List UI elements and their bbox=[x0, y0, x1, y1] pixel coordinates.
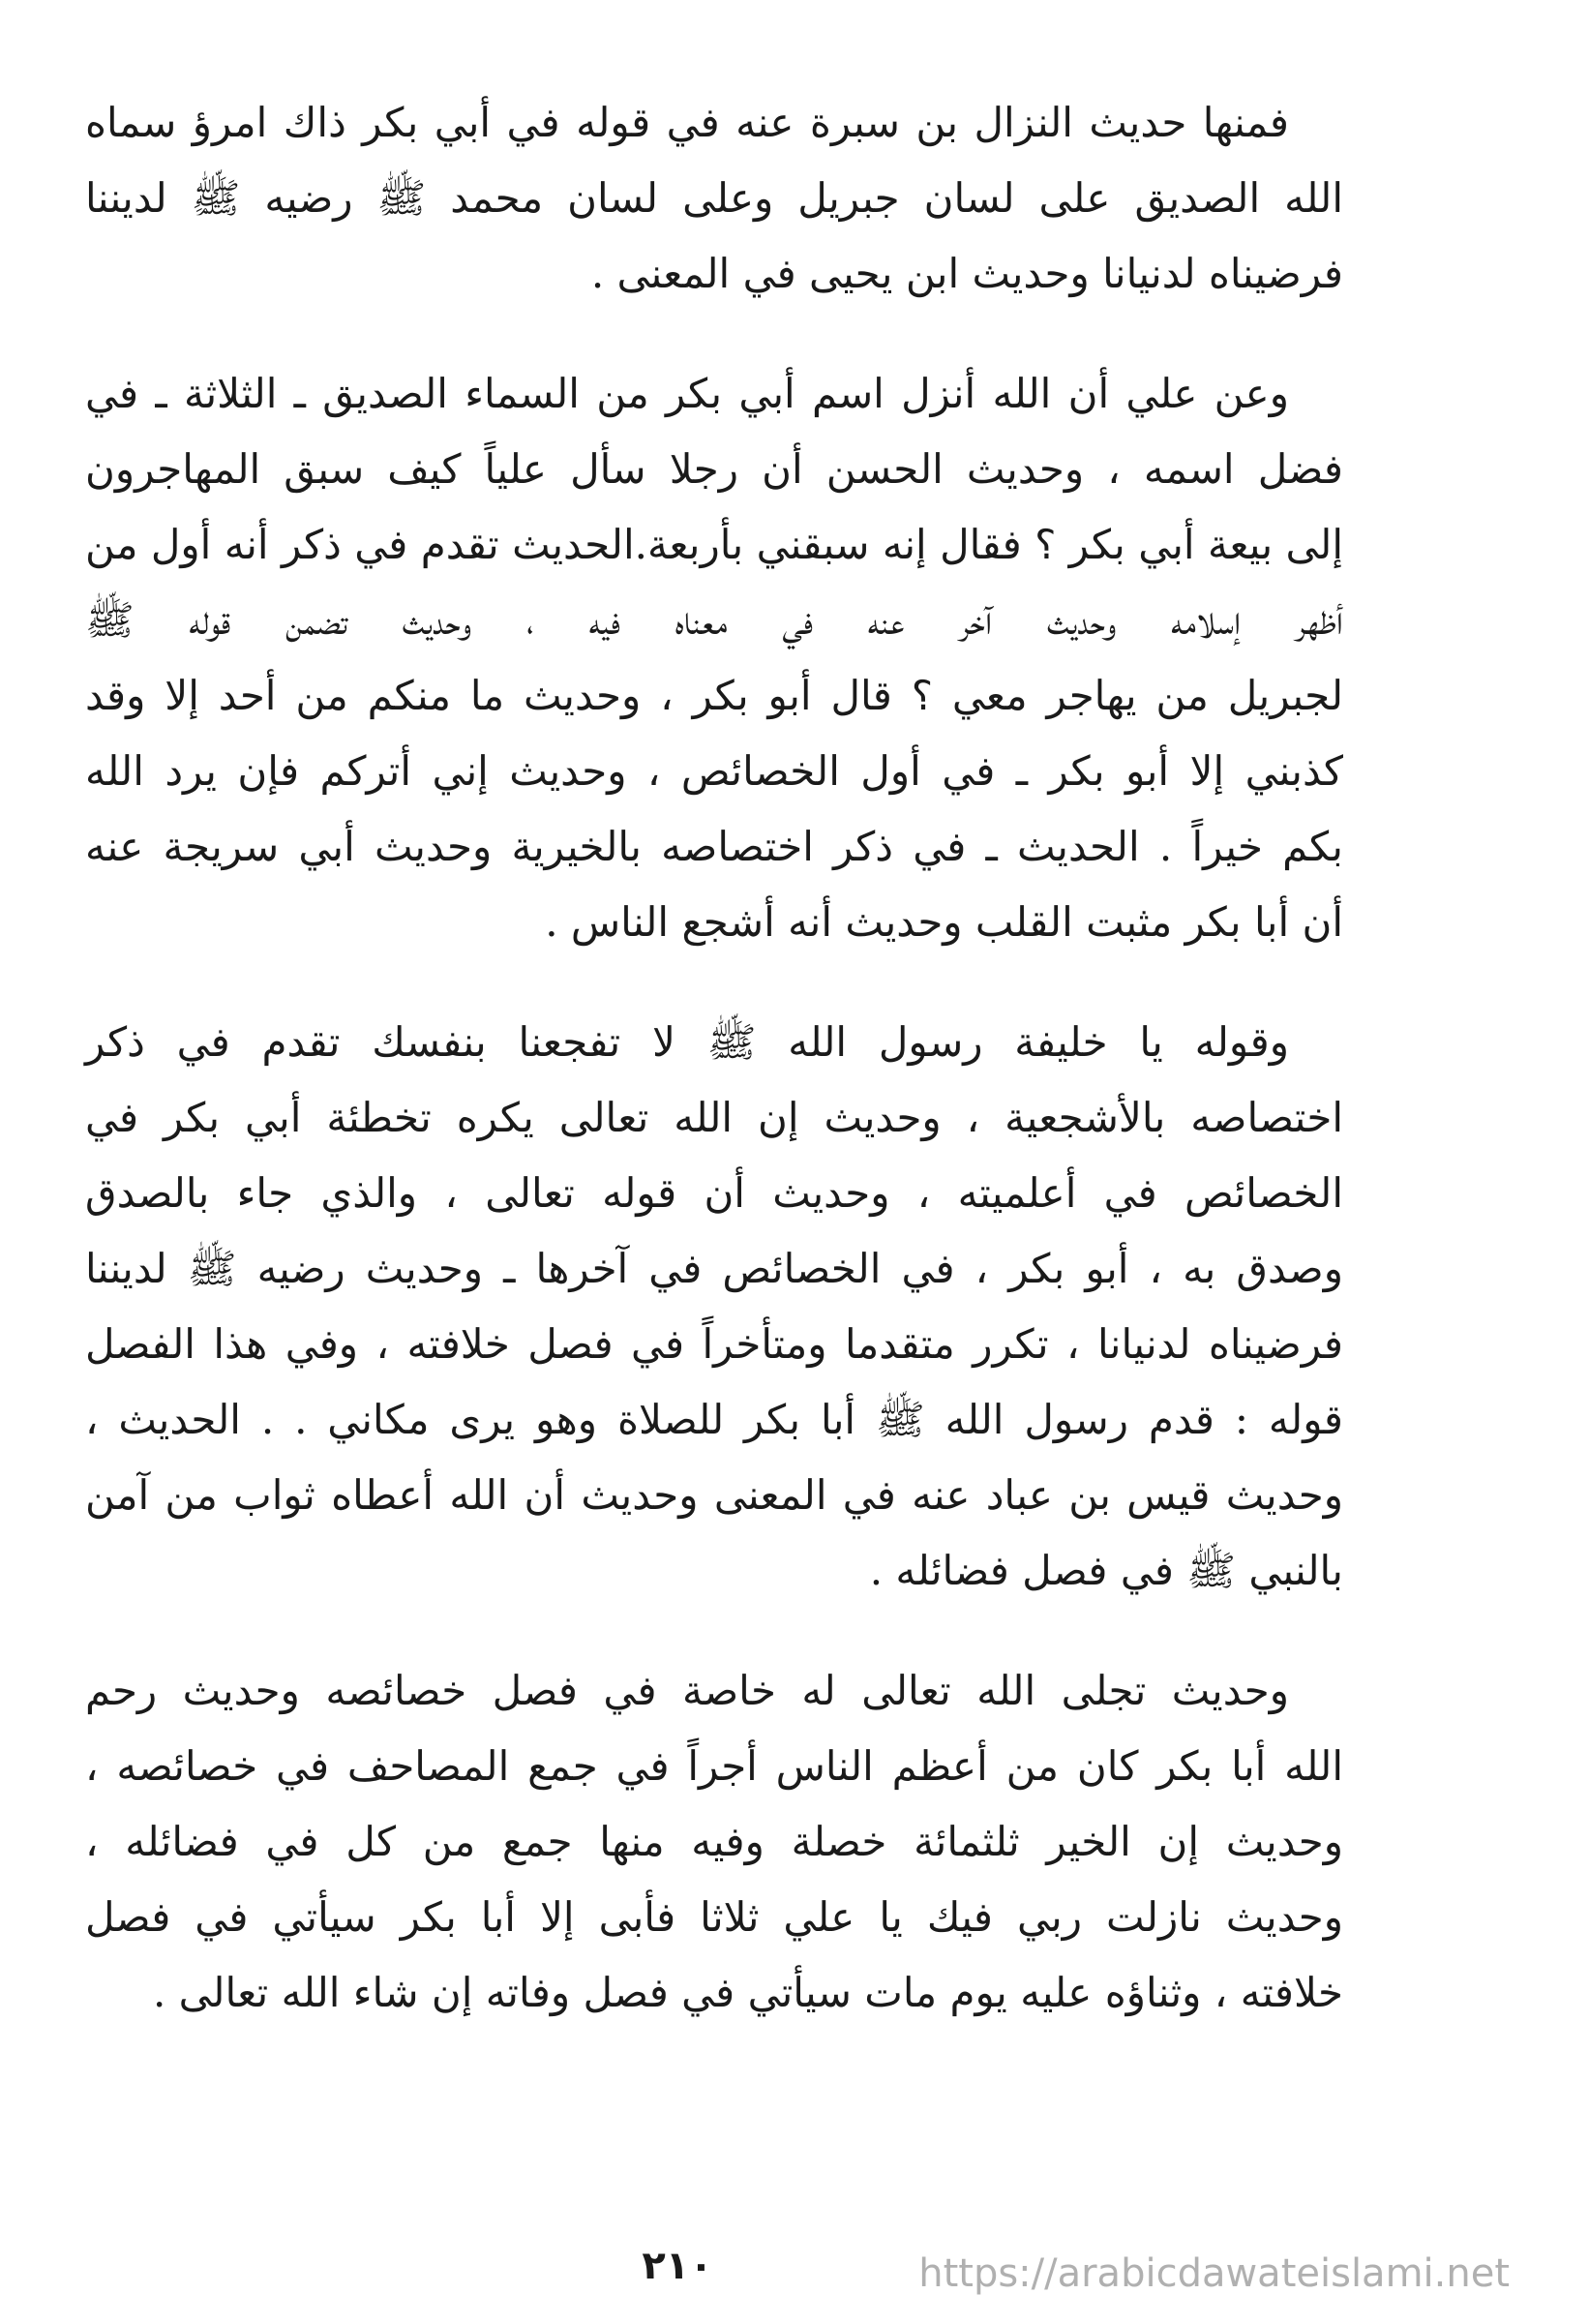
text-line: الله أبا بكر كان من أعظم الناس أجراً في جمع المصاحف في خصائصه ، bbox=[85, 1742, 1343, 1790]
page-body bbox=[85, 85, 1343, 2075]
text-line: بالنبي ﷺ في فصل فضائله . bbox=[869, 1547, 1343, 1594]
text-line: خلافته ، وثناؤه عليه يوم مات سيأتي في فصل وفاته إن شاء الله تعالى . bbox=[152, 1969, 1343, 2016]
text-line: اختصاصه بالأشجعية ، وحديث إن الله تعالى يكره تخطئة أبي بكر في bbox=[85, 1094, 1343, 1141]
text-line: وحديث إن الخير ثلثمائة خصلة وفيه منها جمع من كل في فضائله ، bbox=[85, 1818, 1343, 1865]
watermark-url: https://arabicdawateislami.net bbox=[918, 2251, 1510, 2296]
text-line: وصدق به ، أبو بكر ، في الخصائص في آخرها ـ وحديث رضيه ﷺ لديننا bbox=[85, 1245, 1343, 1292]
paragraph-2 bbox=[85, 356, 1343, 960]
text-line: وعن علي أن الله أنزل اسم أبي بكر من السماء الصديق ـ الثلاثة ـ في bbox=[85, 370, 1289, 417]
paragraph-1 bbox=[85, 85, 1343, 312]
text-line: فرضيناه لدنيانا وحديث ابن يحيى في المعنى . bbox=[590, 250, 1343, 297]
text-line: أن أبا بكر مثبت القلب وحديث أنه أشجع الناس . bbox=[545, 898, 1343, 946]
text-line: قوله : قدم رسول الله ﷺ أبا بكر للصلاة وهو يرى مكاني . . الحديث ، bbox=[85, 1396, 1343, 1443]
text-line: فرضيناه لدنيانا ، تكرر متقدما ومتأخراً في فصل خلافته ، وفي هذا الفصل bbox=[85, 1320, 1343, 1368]
paragraph-4 bbox=[85, 1653, 1343, 2031]
text-line: إلى بيعة أبي بكر ؟ فقال إنه سبقني بأربعة.الحديث تقدم في ذكر أنه أول من bbox=[85, 521, 1343, 568]
text-line: كذبني إلا أبو بكر ـ في أول الخصائص ، وحديث إني أتركم فإن يرد الله bbox=[85, 747, 1343, 795]
page-number: ٢١٠ bbox=[642, 2244, 713, 2288]
text-line: لجبريل من يهاجر معي ؟ قال أبو بكر ، وحديث ما منكم من أحد إلا وقد bbox=[85, 672, 1343, 719]
paragraph-3 bbox=[85, 1005, 1343, 1609]
text-line: الله الصديق على لسان جبريل وعلى لسان محمد ﷺ رضيه ﷺ لديننا bbox=[85, 174, 1343, 222]
text-line: بكم خيراً . الحديث ـ في ذكر اختصاصه بالخيرية وحديث أبي سريجة عنه bbox=[85, 823, 1343, 870]
text-line: وحديث نازلت ربي فيك يا علي ثلاثا فأبى إلا أبا بكر سيأتي في فصل bbox=[85, 1893, 1343, 1941]
text-line: وحديث تجلى الله تعالى له خاصة في فصل خصائصه وحديث رحم bbox=[85, 1667, 1289, 1714]
text-line: أظهر إسلامه وحديث آخر عنه في معناه فيه ، وحديث تضمن قوله ﷺ bbox=[85, 596, 1343, 644]
text-line: فمنها حديث النزال بن سبرة عنه في قوله في أبي بكر ذاك امرؤ سماه bbox=[85, 99, 1289, 146]
text-line: وحديث قيس بن عباد عنه في المعنى وحديث أن الله أعطاه ثواب من آمن bbox=[85, 1471, 1343, 1519]
text-line: الخصائص في أعلميته ، وحديث أن قوله تعالى ، والذي جاء بالصدق bbox=[85, 1169, 1343, 1217]
text-line: فضل اسمه ، وحديث الحسن أن رجلا سأل علياً كيف سبق المهاجرون bbox=[85, 445, 1343, 493]
text-line: وقوله يا خليفة رسول الله ﷺ لا تفجعنا بنفسك تقدم في ذكر bbox=[85, 1018, 1289, 1066]
